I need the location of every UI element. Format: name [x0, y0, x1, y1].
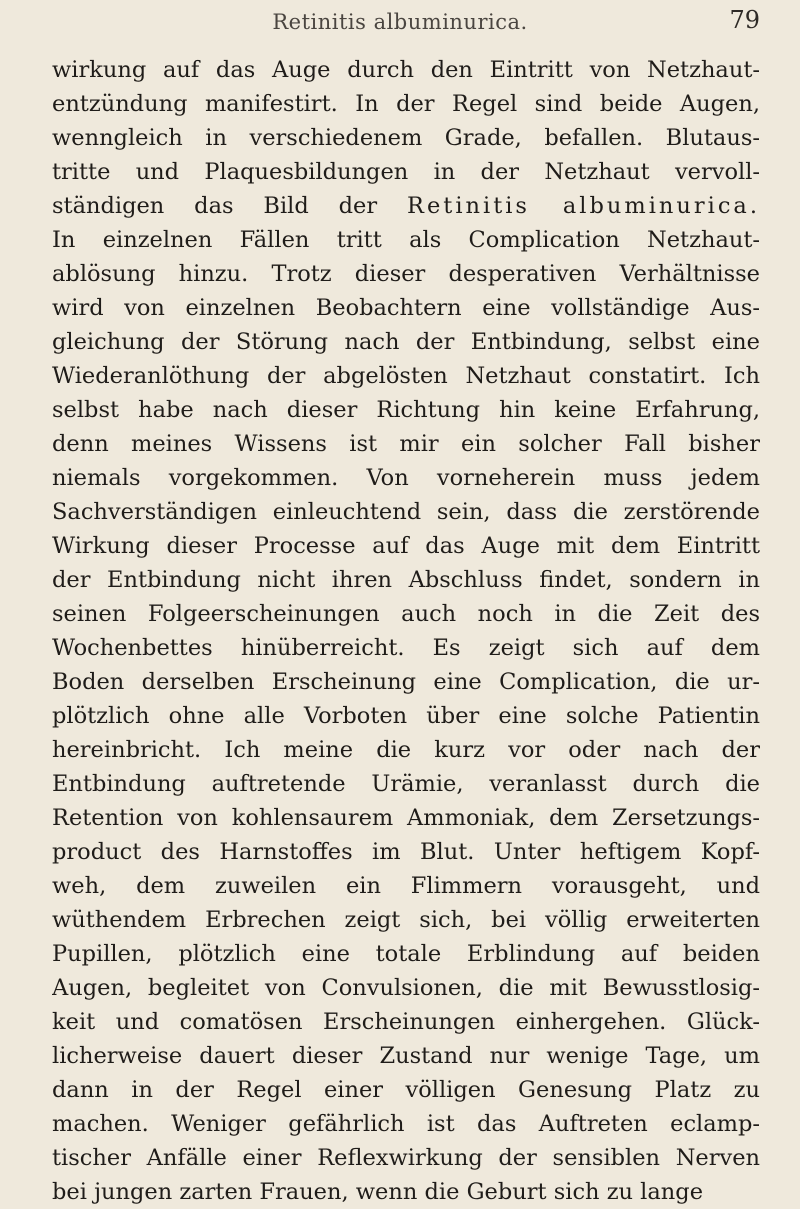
text-line: machen. Weniger gefährlich ist das Auftreten eclamp- [52, 1111, 760, 1137]
text-line: gleichung der Störung nach der Entbindung, selbst eine [52, 329, 760, 355]
text-line: wirkung auf das Auge durch den Eintritt von Netzhaut- [52, 57, 760, 83]
text-line: plötzlich ohne alle Vorboten über eine solche Patientin [52, 703, 760, 729]
running-head [0, 4, 800, 44]
text-line: tischer Anfälle einer Reflexwirkung der sensiblen Nerven [52, 1145, 760, 1171]
text-line-start: ständigen das Bild der [52, 193, 378, 219]
text-line: Augen, begleitet von Convulsionen, die mit Bewusstlosig- [52, 975, 760, 1001]
text-line: product des Harnstoffes im Blut. Unter heftigem Kopf- [52, 839, 760, 865]
text-line: ablösung hinzu. Trotz dieser desperativen Verhältnisse [52, 261, 760, 287]
text-line: wüthendem Erbrechen zeigt sich, bei völlig erweiterten [52, 907, 760, 933]
text-line: selbst habe nach dieser Richtung hin keine Erfahrung, [52, 397, 760, 423]
text-line: Pupillen, plötzlich eine totale Erblindung auf beiden [52, 941, 760, 967]
text-line: licherweise dauert dieser Zustand nur wenige Tage, um [52, 1043, 760, 1069]
text-line: wenngleich in verschiedenem Grade, befallen. Blutaus- [52, 125, 760, 151]
text-line: seinen Folgeerscheinungen auch noch in die Zeit des [52, 601, 760, 627]
text-line: Entbindung auftretende Urämie, veranlasst durch die [52, 771, 760, 797]
text-line: In einzelnen Fällen tritt als Complication Netzhaut- [52, 227, 760, 253]
spaced-term: Retinitis albuminurica. [407, 193, 760, 219]
text-line: entzündung manifestirt. In der Regel sind beide Augen, [52, 91, 760, 117]
text-line: Boden derselben Erscheinung eine Complication, die ur- [52, 669, 760, 695]
text-line: niemals vorgekommen. Von vorneherein muss jedem [52, 465, 760, 491]
text-line: weh, dem zuweilen ein Flimmern vorausgeht, und [52, 873, 760, 899]
text-line: Wirkung dieser Processe auf das Auge mit dem Eintritt [52, 533, 760, 559]
text-line: dann in der Regel einer völligen Genesung Platz zu [52, 1077, 760, 1103]
text-line: wird von einzelnen Beobachtern eine vollständige Aus- [52, 295, 760, 321]
text-line: tritte und Plaquesbildungen in der Netzhaut vervoll- [52, 159, 760, 185]
text-line: bei jungen zarten Frauen, wenn die Geburt sich zu lange [52, 1179, 704, 1205]
text-line [52, 189, 760, 223]
page-number: 79 [729, 6, 760, 34]
text-line: Retention von kohlensaurem Ammoniak, dem Zersetzungs- [52, 805, 760, 831]
text-line: Wiederanlöthung der abgelösten Netzhaut constatirt. Ich [52, 363, 760, 389]
text-line: keit und comatösen Erscheinungen einhergehen. Glück- [52, 1009, 760, 1035]
body-text [52, 53, 760, 1209]
text-line: hereinbricht. Ich meine die kurz vor oder nach der [52, 737, 760, 763]
text-line: Sachverständigen einleuchtend sein, dass die zerstörende [52, 499, 760, 525]
running-title: Retinitis albuminurica. [272, 10, 528, 34]
text-line: der Entbindung nicht ihren Abschluss findet, sondern in [52, 567, 760, 593]
text-line: Wochenbettes hinüberreicht. Es zeigt sich auf dem [52, 635, 760, 661]
text-line: denn meines Wissens ist mir ein solcher Fall bisher [52, 431, 760, 457]
